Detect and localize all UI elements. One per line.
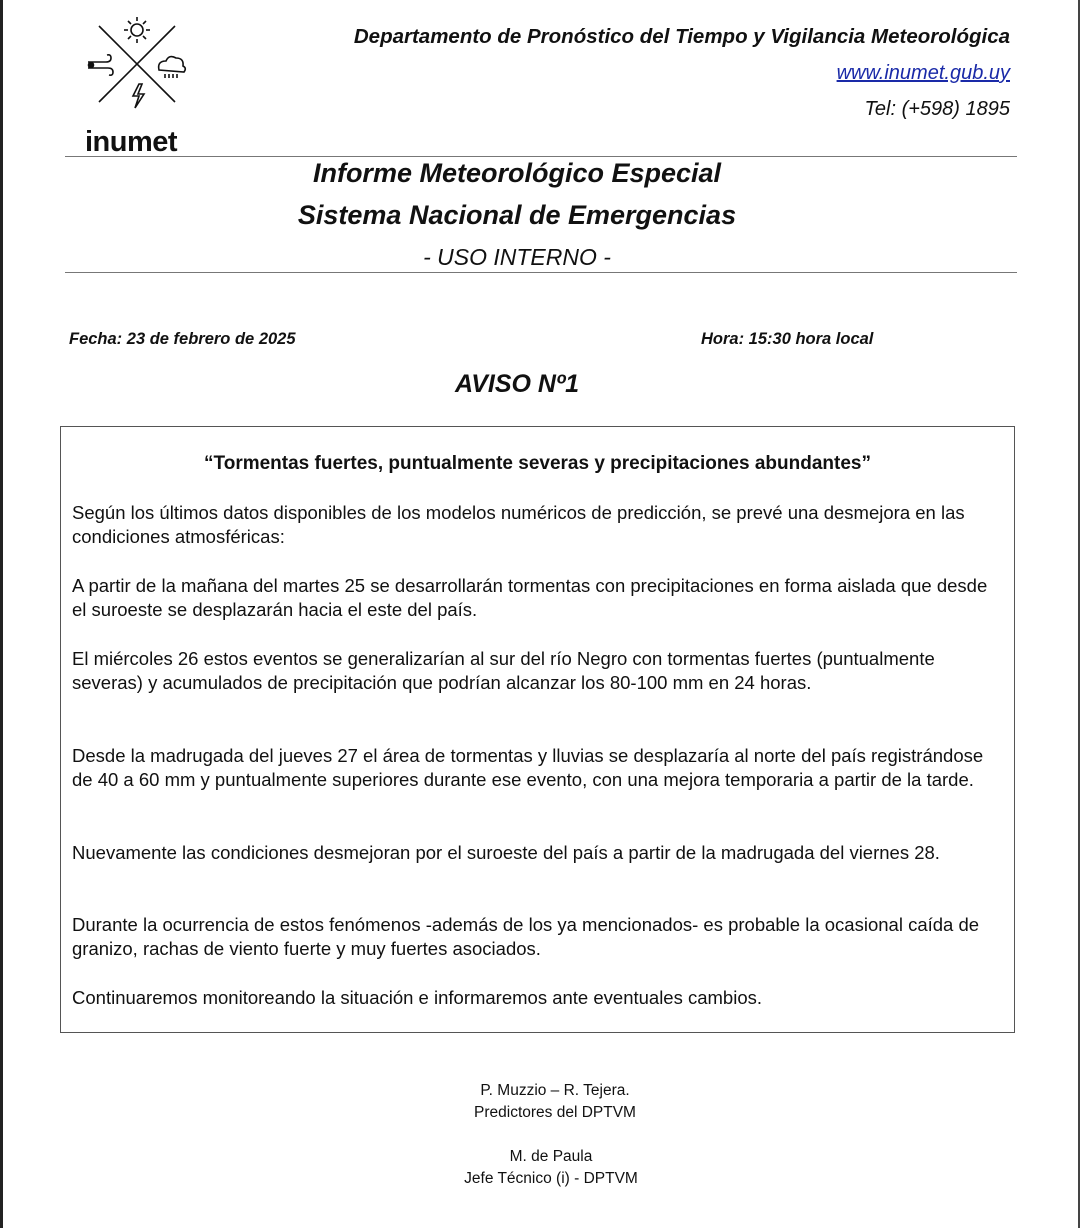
signature-block-chief bbox=[11, 1146, 1080, 1190]
bottom-divider bbox=[65, 272, 1017, 273]
notice-paragraph: A partir de la mañana del martes 25 se desarrollarán tormentas con precipitaciones en forma aislada que desde el suroeste se desplazarán hacia el este del país. bbox=[72, 575, 988, 620]
signature-names: M. de Paula bbox=[509, 1148, 593, 1165]
signature-role: Jefe Técnico (i) - DPTVM bbox=[464, 1170, 638, 1187]
notice-paragraph: Continuaremos monitoreando la situación e informaremos ante eventuales cambios. bbox=[72, 987, 763, 1008]
report-subtitle: Sistema Nacional de Emergencias bbox=[297, 200, 737, 230]
signature-names: P. Muzzio – R. Tejera. bbox=[480, 1082, 630, 1099]
notice-paragraph: Según los últimos datos disponibles de los modelos numéricos de predicción, se prevé una desmejora en las condiciones atmosféricas: bbox=[72, 502, 965, 547]
report-date: Fecha: 23 de febrero de 2025 bbox=[69, 330, 296, 348]
weather-logo-icon bbox=[81, 14, 193, 129]
classification-label: - USO INTERNO - bbox=[423, 244, 611, 270]
notice-headline: “Tormentas fuertes, puntualmente severas y precipitaciones abundantes” bbox=[204, 453, 871, 474]
notice-paragraph: El miércoles 26 estos eventos se generalizarían al sur del río Negro con tormentas fuertes (puntualmente severas) y acumulados de precipitación que podrían alcanzar los 80-100 mm en 24 horas. bbox=[72, 648, 935, 693]
notice-paragraph: Durante la ocurrencia de estos fenómenos -además de los ya mencionados- es probable la ocasional caída de granizo, rachas de viento fuerte y muy fuertes asociados. bbox=[72, 914, 980, 959]
notice-paragraph: Nuevamente las condiciones desmejoran por el suroeste del país a partir de la madrugada del viernes 28. bbox=[72, 842, 940, 863]
phone-number: Tel: (+598) 1895 bbox=[864, 98, 1010, 120]
top-divider bbox=[65, 156, 1017, 157]
signature-block-forecasters bbox=[15, 1080, 1080, 1124]
signature-role: Predictores del DPTVM bbox=[474, 1104, 636, 1121]
notice-paragraph: Desde la madrugada del jueves 27 el área de tormentas y lluvias se desplazaría al norte del país registrándose de 40 a 60 mm y puntualmente superiores durante ese evento, con una mejora temporaria a partir de la tarde. bbox=[72, 745, 984, 790]
report-title: Informe Meteorológico Especial bbox=[312, 158, 722, 188]
department-name: Departamento de Pronóstico del Tiempo y Vigilancia Meteorológica bbox=[353, 25, 1010, 48]
notice-number: AVISO Nº1 bbox=[455, 370, 579, 398]
logo-text: inumet bbox=[85, 126, 178, 158]
website-link[interactable]: www.inumet.gub.uy bbox=[836, 62, 1010, 84]
inumet-logo bbox=[81, 14, 193, 158]
report-time: Hora: 15:30 hora local bbox=[701, 330, 874, 348]
notice-box bbox=[60, 426, 1015, 1033]
